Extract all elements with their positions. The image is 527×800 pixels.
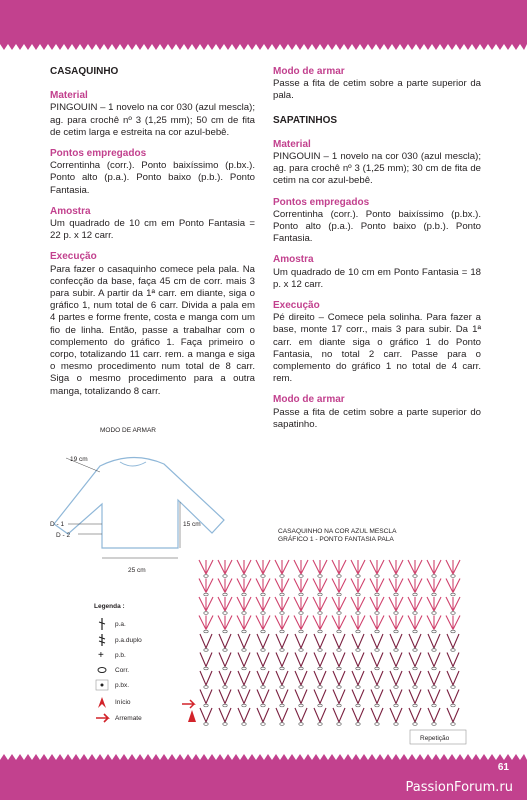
stitch-symbol (389, 597, 403, 611)
chain-stitch (261, 612, 265, 615)
chain-stitch (337, 630, 341, 633)
stitch-symbol (256, 560, 270, 574)
chain-stitch (280, 575, 284, 578)
stitch-symbol (199, 616, 213, 630)
chain-stitch (451, 612, 455, 615)
stitch-symbol (446, 579, 460, 593)
chain-stitch (242, 630, 246, 633)
stitch-symbol (314, 708, 326, 722)
stitch-symbol (409, 634, 421, 648)
chain-stitch (261, 593, 265, 596)
stitch-symbol (276, 690, 288, 704)
chart-title-line-1: CASAQUINHO NA COR AZUL MESCLA (278, 528, 397, 535)
chain-stitch (375, 575, 379, 578)
top-band (0, 0, 527, 44)
stitch-symbol (447, 634, 459, 648)
chain-stitch (451, 593, 455, 596)
stitch-symbol (447, 671, 459, 685)
stitch-symbol (257, 653, 269, 667)
chain-stitch (413, 630, 417, 633)
chain-stitch (242, 593, 246, 596)
stitch-symbol (257, 671, 269, 685)
stitch-symbol (333, 708, 345, 722)
stitch-symbol (295, 634, 307, 648)
stitch-symbol (276, 708, 288, 722)
stitch-symbol (276, 671, 288, 685)
material-text: PINGOUIN – 1 novelo na cor 030 (azul mescla); ag. para crochê nº 3 (1,25 mm); 30 cm de fita de cetim na cor azul-bebê. (273, 151, 481, 187)
stitch-symbol (427, 579, 441, 593)
chain-stitch (318, 630, 322, 633)
chain-stitch (413, 593, 417, 596)
left-column (50, 66, 255, 407)
stitch-symbol (371, 634, 383, 648)
chain-stitch (223, 593, 227, 596)
chain-stitch (280, 612, 284, 615)
chain-stitch (413, 575, 417, 578)
stitch-symbol (351, 597, 365, 611)
stitch-symbol (408, 560, 422, 574)
stitch-symbol (390, 690, 402, 704)
chain-stitch (451, 575, 455, 578)
chart-title-line-2: GRÁFICO 1 - PONTO FANTASIA PALA (278, 536, 394, 543)
legend-item-inicio: Início (115, 699, 131, 706)
stitch-symbol (428, 708, 440, 722)
stitch-symbol (428, 690, 440, 704)
chain-stitch (413, 612, 417, 615)
stitch-symbol (238, 671, 250, 685)
modo-armar-heading-2: Modo de armar (273, 394, 345, 406)
stitch-symbol (428, 671, 440, 685)
stitch-symbol (257, 634, 269, 648)
stitch-symbol (351, 616, 365, 630)
legend-item-pa-duplo: p.a.duplo (115, 637, 142, 644)
stitch-symbol (447, 708, 459, 722)
chain-stitch (356, 630, 360, 633)
chain-stitch (223, 575, 227, 578)
stitch-symbol (352, 634, 364, 648)
stitch-symbol (408, 616, 422, 630)
stitch-symbol (447, 653, 459, 667)
execucao-heading: Execução (273, 300, 320, 312)
stitch-symbol (390, 634, 402, 648)
stitch-grid (199, 560, 460, 725)
stitch-symbol (332, 616, 346, 630)
stitch-symbol (238, 708, 250, 722)
stitch-symbol (352, 671, 364, 685)
stitch-symbol (275, 560, 289, 574)
chain-stitch (394, 612, 398, 615)
amostra-heading: Amostra (50, 205, 91, 217)
stitch-symbol (294, 579, 308, 593)
stitch-symbol (257, 690, 269, 704)
legend-item-arremate: Arremate (115, 715, 142, 722)
chain-stitch (299, 575, 303, 578)
stitch-symbol (389, 560, 403, 574)
stitch-symbol (219, 653, 231, 667)
chain-stitch (432, 630, 436, 633)
start-arrow-icon (98, 697, 106, 708)
stitch-symbol (370, 597, 384, 611)
stitch-symbol (352, 690, 364, 704)
stitch-symbol (256, 597, 270, 611)
stitch-symbol (352, 653, 364, 667)
chain-stitch (223, 630, 227, 633)
chain-stitch (318, 575, 322, 578)
chain-stitch (242, 612, 246, 615)
stitch-symbol (428, 634, 440, 648)
chain-stitch (375, 612, 379, 615)
stitch-symbol (370, 579, 384, 593)
chain-stitch (318, 612, 322, 615)
side-label: 15 cm (183, 521, 201, 528)
stitch-symbol (200, 634, 212, 648)
plus-icon: + (98, 650, 104, 661)
stitch-symbol (427, 560, 441, 574)
stitch-symbol (370, 616, 384, 630)
stitch-symbol (409, 671, 421, 685)
stitch-symbol (200, 690, 212, 704)
chain-stitch (204, 612, 208, 615)
stitch-symbol (237, 579, 251, 593)
stitch-symbol (275, 616, 289, 630)
stitch-symbol (238, 634, 250, 648)
legend-item-corr: Corr. (115, 667, 130, 674)
stitch-symbol (238, 690, 250, 704)
stitch-symbol (199, 597, 213, 611)
stitch-symbol (332, 597, 346, 611)
stitch-symbol (333, 690, 345, 704)
stitch-symbol (237, 597, 251, 611)
stitch-symbol (218, 560, 232, 574)
stitch-symbol (256, 616, 270, 630)
stitch-symbol (408, 597, 422, 611)
bottom-zigzag (0, 752, 527, 760)
stitch-symbol (295, 708, 307, 722)
stitch-symbol (370, 560, 384, 574)
stitch-symbol (295, 653, 307, 667)
pontos-heading: Pontos empregados (50, 148, 147, 160)
amostra-text: Um quadrado de 10 cm em Ponto Fantasia = 18 p. x 12 carr. (273, 266, 481, 290)
modo-armar-heading: Modo de armar (273, 66, 345, 77)
stitch-symbol (314, 690, 326, 704)
chain-stitch (337, 593, 341, 596)
right-column (273, 66, 481, 440)
stitch-symbol (390, 708, 402, 722)
casaquinho-title: CASAQUINHO (50, 66, 119, 77)
stitch-symbol (313, 560, 327, 574)
chain-stitch (280, 630, 284, 633)
execucao-heading: Execução (50, 251, 97, 263)
chain-stitch (261, 630, 265, 633)
legend-title: Legenda : (94, 603, 125, 610)
stitch-symbol (314, 671, 326, 685)
finish-arrow-icon (96, 714, 108, 722)
stitch-symbol (276, 653, 288, 667)
stitch-symbol (351, 560, 365, 574)
stitch-symbol (409, 690, 421, 704)
chain-stitch (356, 575, 360, 578)
stitch-symbol (219, 708, 231, 722)
chain-oval-icon (98, 668, 106, 673)
neckline (120, 462, 146, 466)
stitch-symbol (276, 634, 288, 648)
stitch-symbol (371, 671, 383, 685)
stitch-symbol (314, 653, 326, 667)
garment-outline (54, 457, 224, 548)
pontos-text: Correntinha (corr.). Ponto baixíssimo (p.bx.). Ponto alto (p.a.). Ponto baixo (p.b.). Ponto Fantasia. (273, 208, 481, 245)
stitch-symbol (218, 616, 232, 630)
stitch-symbol (314, 634, 326, 648)
legend-item-pa: p.a. (115, 621, 126, 628)
legend-item-pb: p.b. (115, 652, 126, 659)
stitch-symbol (371, 653, 383, 667)
crochet-chart (180, 550, 480, 755)
stitch-symbol (294, 616, 308, 630)
stitch-symbol (352, 708, 364, 722)
stitch-symbol (409, 708, 421, 722)
stitch-symbol (389, 616, 403, 630)
stitch-symbol (275, 597, 289, 611)
chain-stitch (432, 593, 436, 596)
stitch-symbol (333, 671, 345, 685)
amostra-text: Um quadrado de 10 cm em Ponto Fantasia = 22 p. x 12 carr. (50, 218, 255, 242)
chain-stitch (375, 593, 379, 596)
slip-stitch-dot-icon (101, 684, 104, 687)
sleeve-label: 19 cm (70, 456, 88, 463)
stitch-symbol (389, 579, 403, 593)
stitch-symbol (313, 597, 327, 611)
stitch-symbol (219, 634, 231, 648)
site-watermark: PassionForum.ru (405, 780, 513, 795)
stitch-symbol (295, 690, 307, 704)
chain-stitch (223, 612, 227, 615)
stitch-symbol (200, 708, 212, 722)
pontos-text: Correntinha (corr.). Ponto baixíssimo (p.bx.). Ponto alto (p.a.). Ponto baixo (p.b.). Ponto Fantasia. (50, 160, 255, 196)
stitch-symbol (427, 616, 441, 630)
sapatinhos-title: SAPATINHOS (273, 114, 338, 126)
stitch-symbol (237, 560, 251, 574)
stitch-symbol (218, 579, 232, 593)
chain-stitch (204, 630, 208, 633)
stitch-symbol (408, 579, 422, 593)
material-text: PINGOUIN – 1 novelo na cor 030 (azul mescla); ag. para crochê nº 3 (1,25 mm); 50 cm de fita de cetim larga e estreita na cor azul-bebê. (50, 102, 255, 138)
stitch-symbol (294, 597, 308, 611)
chain-stitch (337, 575, 341, 578)
chain-stitch (394, 593, 398, 596)
chain-stitch (299, 593, 303, 596)
chain-stitch (432, 612, 436, 615)
chain-stitch (394, 575, 398, 578)
execucao-text: Pé direito – Comece pela solinha. Para fazer a base, monte 17 corr., mais 3 para subir. Da 1ª carr. em diante siga o gráfico 1 do Ponto Fantasia, no total 2 carr. Passe para o complemento do gráfico 1 no total de 4 carr. rem. (273, 312, 481, 385)
stitch-symbol (333, 653, 345, 667)
stitch-symbol (219, 690, 231, 704)
stitch-symbol (200, 671, 212, 685)
chain-stitch (204, 593, 208, 596)
diagram-title: MODO DE ARMAR (100, 427, 156, 434)
stitch-symbol (446, 560, 460, 574)
chain-stitch (299, 612, 303, 615)
stitch-symbol (275, 579, 289, 593)
chain-stitch (394, 630, 398, 633)
stitch-symbol (371, 690, 383, 704)
bottom-label: 25 cm (128, 567, 146, 574)
pontos-heading: Pontos empregados (273, 196, 370, 208)
stitch-symbol (256, 579, 270, 593)
stitch-symbol (332, 560, 346, 574)
stitch-symbol (332, 579, 346, 593)
stitch-symbol (333, 634, 345, 648)
stitch-symbol (409, 653, 421, 667)
stitch-symbol (238, 653, 250, 667)
stitch-symbol (390, 653, 402, 667)
chain-stitch (356, 593, 360, 596)
material-heading: Material (50, 90, 88, 102)
stitch-symbol (218, 597, 232, 611)
chart-title (278, 528, 396, 544)
stitch-symbol (428, 653, 440, 667)
material-heading: Material (273, 138, 311, 150)
chain-stitch (356, 612, 360, 615)
repeat-label: Repetição (420, 735, 450, 742)
chain-stitch (337, 612, 341, 615)
chain-stitch (261, 575, 265, 578)
top-zigzag (0, 44, 527, 52)
stitch-symbol (257, 708, 269, 722)
stitch-symbol (200, 653, 212, 667)
stitch-symbol (237, 616, 251, 630)
stitch-symbol (446, 616, 460, 630)
stitch-symbol (219, 671, 231, 685)
d1-label: D - 1 (50, 521, 65, 528)
legend-item-pbx: p.bx. (115, 682, 130, 689)
stitch-symbol (313, 579, 327, 593)
stitch-symbol (199, 560, 213, 574)
stitch-symbol (371, 708, 383, 722)
stitch-symbol (294, 560, 308, 574)
amostra-heading: Amostra (273, 254, 314, 266)
chain-stitch (318, 593, 322, 596)
stitch-symbol (447, 690, 459, 704)
start-arrow-icon (188, 710, 196, 722)
stitch-symbol (313, 616, 327, 630)
chain-stitch (451, 630, 455, 633)
stitch-symbol (446, 597, 460, 611)
chain-stitch (432, 575, 436, 578)
stitch-symbol (390, 671, 402, 685)
stitch-symbol (351, 579, 365, 593)
finish-arrow-icon (182, 700, 194, 708)
execucao-text: Para fazer o casaquinho comece pela pala. Na confecção da base, faça 45 cm de corr. mais 3 para subir. A partir da 1ª carr. em diante, siga o gráfico 1, num total de 6 carr. Divida a pala em 4 partes e forme frente, costa e manga com um fio de linha. Então, passe a trabalhar com o complemento do gráfico 1. Faça primeiro o corpo, totalizando 11 carr. rem. a manga e siga o mesmo procedimento num total de 8 carr. Siga o mesmo procedimento para a outra manga, totalizando 8 carr. (50, 263, 255, 397)
legend-pa-icon (99, 618, 105, 630)
chain-stitch (242, 575, 246, 578)
chain-stitch (299, 630, 303, 633)
stitch-symbol (427, 597, 441, 611)
chain-stitch (375, 630, 379, 633)
stitch-symbol (295, 671, 307, 685)
legend-pa-duplo-icon (99, 634, 105, 646)
modo-armar-text-2: Passe a fita de cetim sobre a parte superior do sapatinho. (273, 406, 481, 430)
page-number: 61 (497, 762, 509, 773)
stitch-symbol (199, 579, 213, 593)
chain-stitch (204, 575, 208, 578)
d2-label: D - 2 (56, 532, 71, 539)
chain-stitch (280, 593, 284, 596)
modo-armar-text: Passe a fita de cetim sobre a parte superior da pala. (273, 78, 481, 102)
